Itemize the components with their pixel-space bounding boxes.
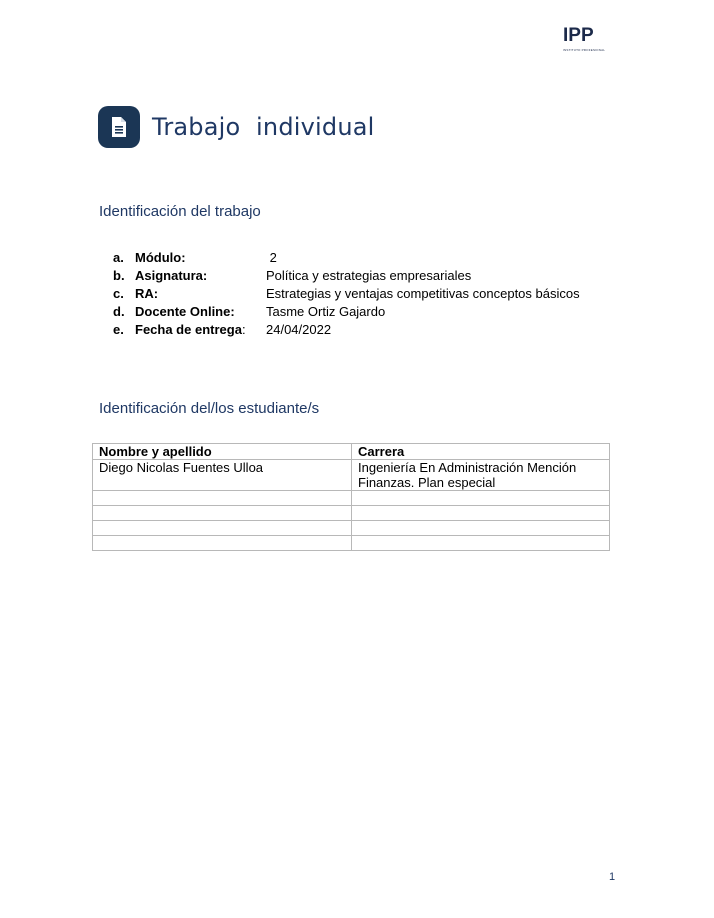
field-label: RA: bbox=[135, 286, 159, 301]
ipp-logo bbox=[563, 25, 607, 54]
field-letter: b. bbox=[113, 268, 125, 283]
table-row bbox=[93, 491, 610, 506]
student-career-cell bbox=[352, 460, 610, 491]
field-docente-online bbox=[113, 303, 633, 321]
field-letter: e. bbox=[113, 322, 124, 337]
column-header-name: Nombre y apellido bbox=[93, 444, 352, 460]
career-line: Finanzas. Plan especial bbox=[358, 475, 496, 490]
work-identification-heading: Identificación del trabajo bbox=[99, 203, 261, 220]
student-identification-heading: Identificación del/los estudiante/s bbox=[99, 400, 320, 417]
field-label: Fecha de entrega: bbox=[135, 322, 246, 337]
table-row bbox=[93, 536, 610, 551]
work-fields-list bbox=[113, 249, 633, 339]
logo-subtext: INSTITUTO PROFESIONAL bbox=[563, 48, 606, 52]
empty-cell bbox=[352, 521, 610, 536]
field-asignatura bbox=[113, 267, 633, 285]
field-letter: a. bbox=[113, 250, 124, 265]
field-ra bbox=[113, 285, 633, 303]
field-value: 24/04/2022 bbox=[266, 322, 332, 337]
field-letter: c. bbox=[113, 286, 124, 301]
field-value: Tasme Ortiz Gajardo bbox=[266, 304, 386, 319]
empty-cell bbox=[93, 521, 352, 536]
field-value: 2 bbox=[266, 250, 277, 265]
career-line: Ingeniería En Administración Mención bbox=[358, 460, 577, 475]
students-table bbox=[92, 443, 610, 551]
field-modulo bbox=[113, 249, 633, 267]
field-label: Módulo: bbox=[135, 250, 186, 265]
empty-cell bbox=[352, 536, 610, 551]
field-label: Asignatura: bbox=[135, 268, 208, 283]
field-value: Política y estrategias empresariales bbox=[266, 268, 472, 283]
empty-cell bbox=[352, 491, 610, 506]
logo-text: IPP bbox=[563, 25, 594, 46]
document-icon bbox=[98, 106, 140, 148]
student-name-cell: Diego Nicolas Fuentes Ulloa bbox=[93, 460, 352, 491]
table-row bbox=[93, 460, 610, 491]
field-fecha-entrega bbox=[113, 321, 633, 339]
empty-cell bbox=[93, 506, 352, 521]
field-label: Docente Online: bbox=[135, 304, 235, 319]
table-row bbox=[93, 521, 610, 536]
page-title: Trabajo individual bbox=[152, 113, 375, 141]
title-block bbox=[98, 106, 375, 148]
table-header-row bbox=[93, 444, 610, 460]
table-row bbox=[93, 506, 610, 521]
empty-cell bbox=[352, 506, 610, 521]
field-value: Estrategias y ventajas competitivas conceptos básicos bbox=[266, 286, 580, 301]
field-letter: d. bbox=[113, 304, 125, 319]
page-number: 1 bbox=[609, 871, 616, 883]
empty-cell bbox=[93, 536, 352, 551]
column-header-career: Carrera bbox=[352, 444, 610, 460]
empty-cell bbox=[93, 491, 352, 506]
